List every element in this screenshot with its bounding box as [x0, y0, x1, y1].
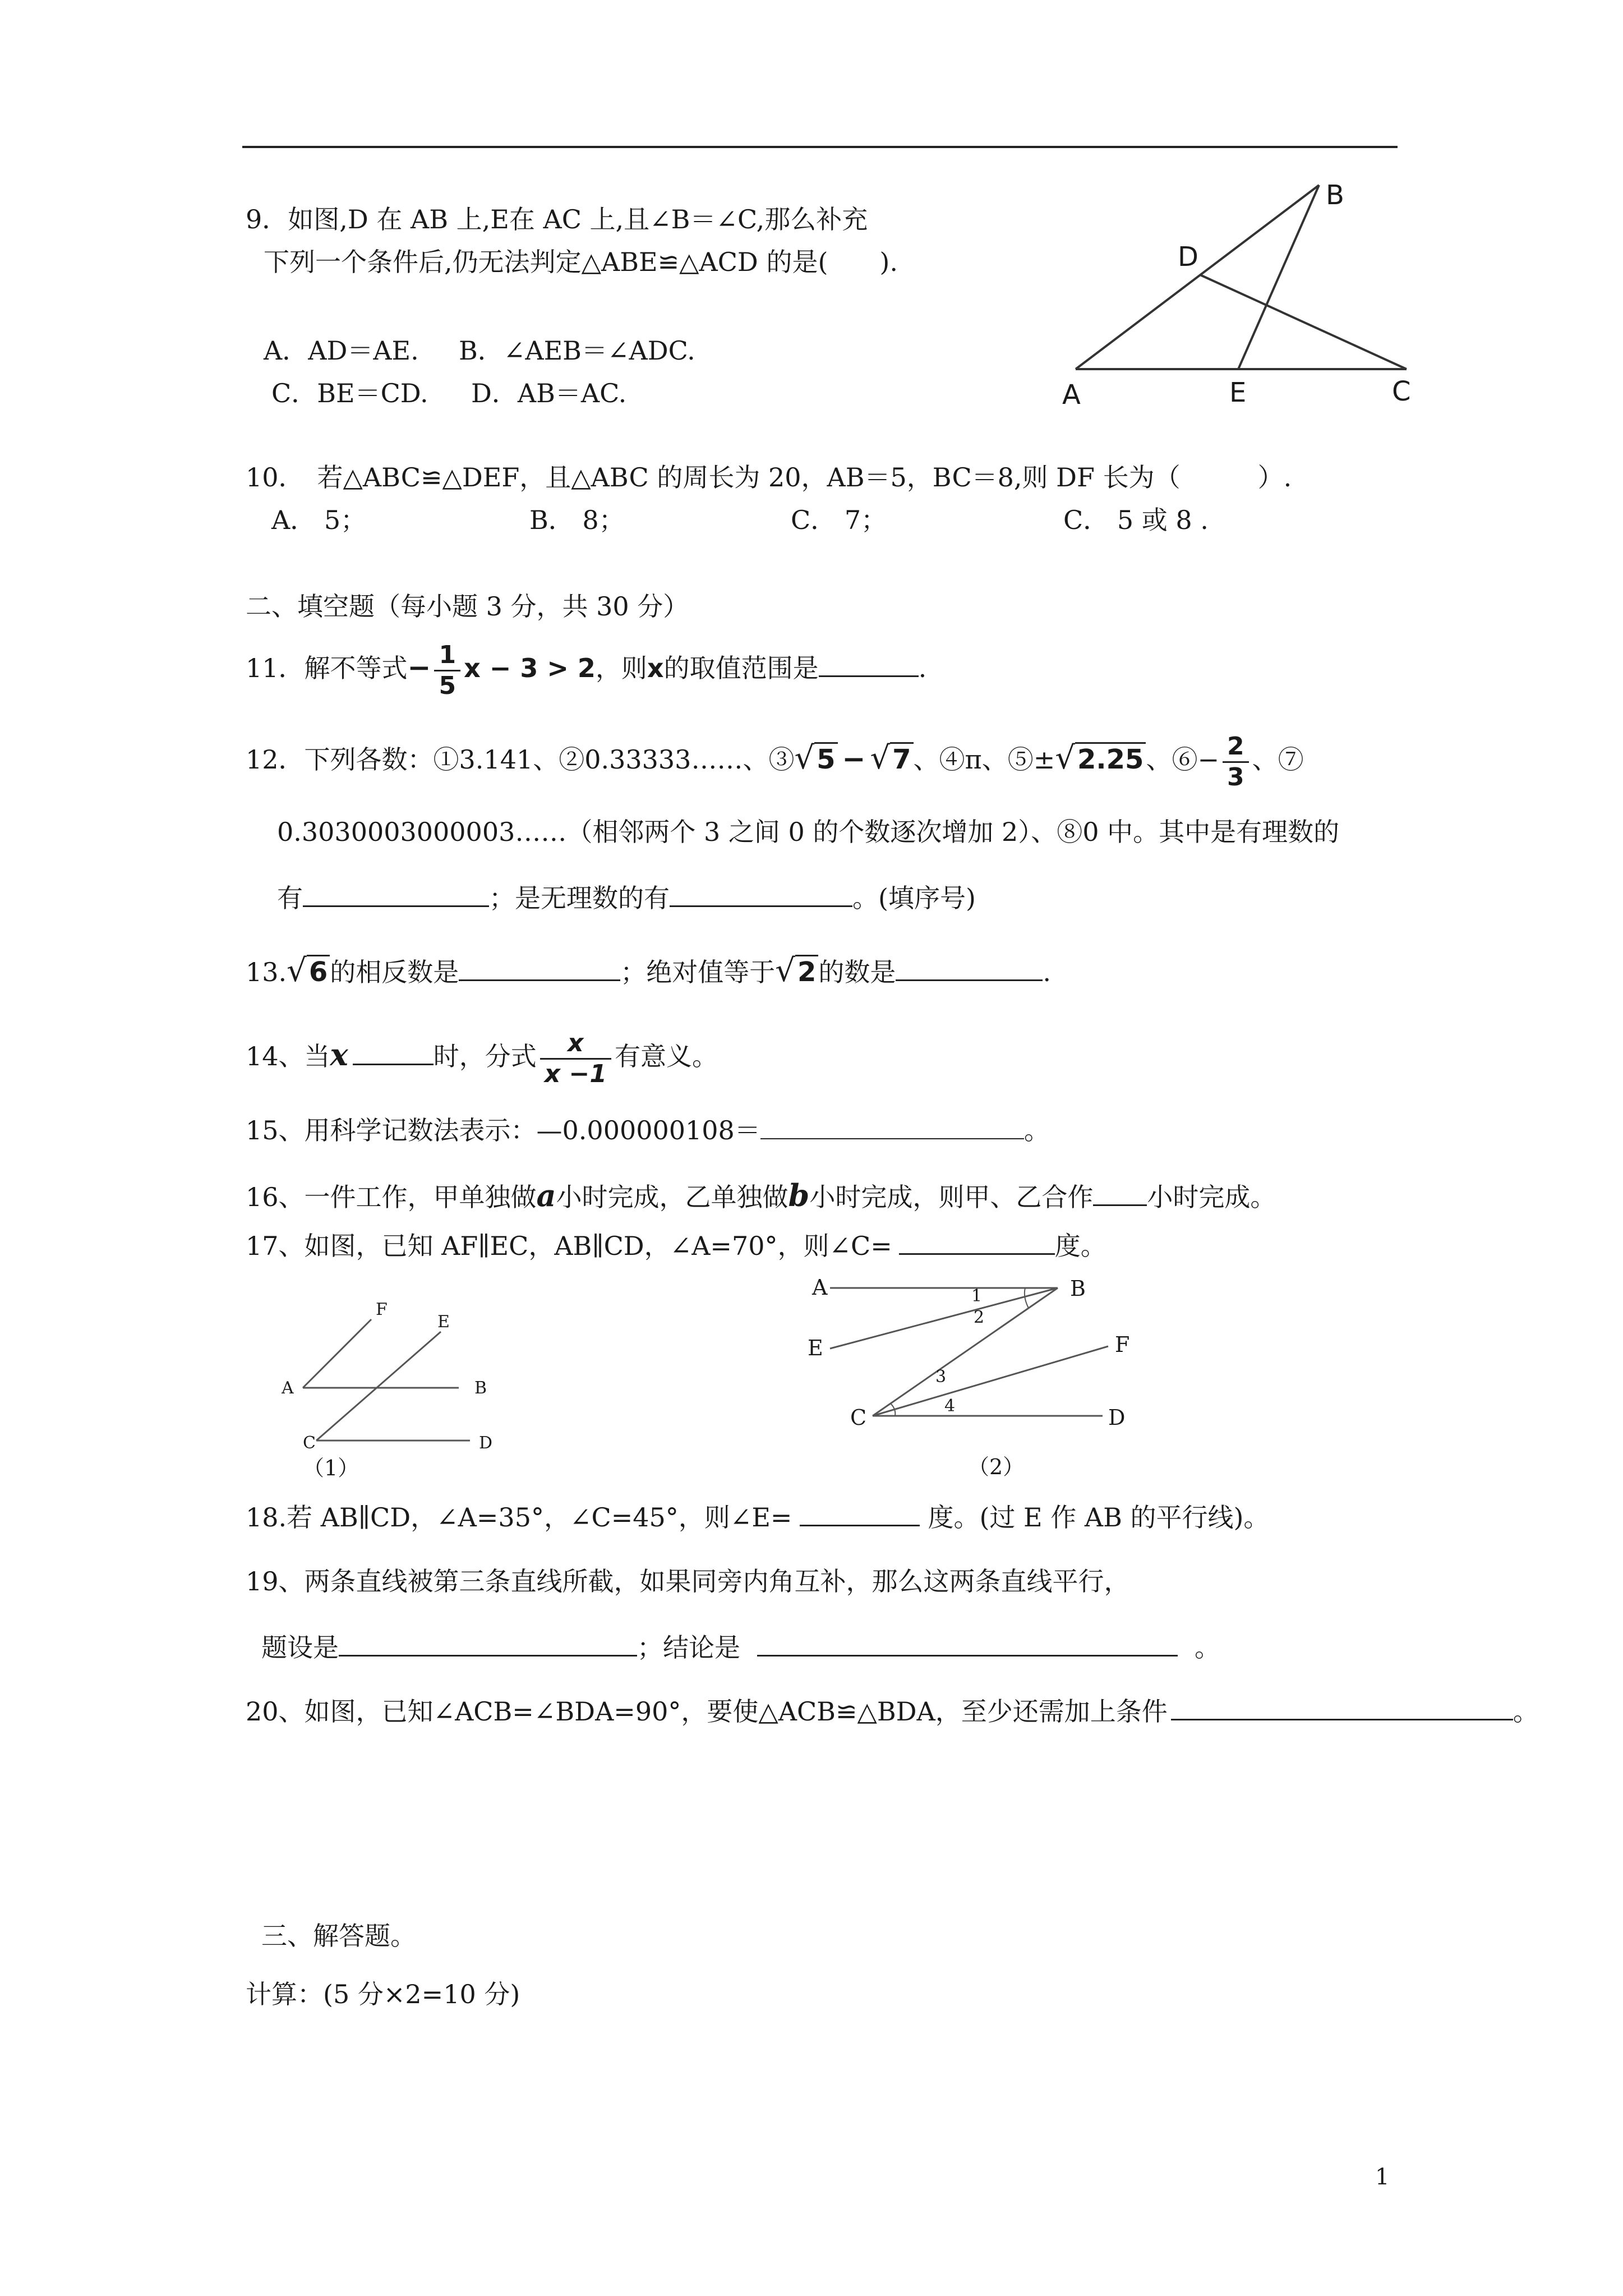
q13-sqrt6: √6 [287, 955, 330, 988]
fig1-line-ce [316, 1332, 441, 1441]
q15 [246, 1114, 1050, 1147]
q17 [246, 1230, 1106, 1262]
q12-text-3: 、⑥− [1146, 744, 1219, 775]
fig1-label-c: C [303, 1433, 316, 1453]
q12-text-rational: 有 [277, 883, 303, 913]
q14-fraction-num: x [540, 1029, 611, 1060]
q15-text: 15、用科学记数法表示：—0.000000108＝ [246, 1115, 760, 1145]
q12-line2: 0.3030003000003……（相邻两个 3 之间 0 的个数逐次增加 2）、⑧0 中。其中是有理数的 [277, 817, 1340, 847]
fig2-line-bc [873, 1288, 1058, 1416]
q11-answer-blank[interactable] [819, 653, 919, 677]
q20-text: 20、如图，已知∠ACB=∠BDA=90°，要使△ACB≌△BDA，至少还需加上条件 [246, 1696, 1168, 1727]
q13 [246, 955, 1051, 988]
q15-end: 。 [1023, 1115, 1050, 1145]
q16-text-4: 小时完成。 [1147, 1182, 1276, 1212]
q18-answer-blank[interactable] [800, 1502, 920, 1526]
q15-answer-blank[interactable] [760, 1116, 1024, 1139]
q14-fraction-den: x −1 [544, 1059, 607, 1088]
q12-sqrt7: √7 [870, 725, 913, 793]
q17-text-2: 度。 [1054, 1231, 1106, 1261]
q9-triangle-figure [1054, 168, 1424, 415]
q12-fraction-den: 3 [1227, 762, 1244, 792]
q12-text-4: 、⑦ [1252, 744, 1304, 775]
q13-text-4: 的数是 [818, 957, 896, 987]
q14-text-1: 14、当 [246, 1041, 330, 1071]
q12-sqrt5: √5 [794, 725, 837, 793]
q12-fraction [1223, 732, 1249, 792]
q9-line2: 下列一个条件后,仍无法判定△ABE≌△ACD 的是( ). [264, 247, 898, 277]
q14-fraction [540, 1029, 611, 1089]
calc-instruction: 计算：(5 分×2=10 分) [246, 1979, 520, 2009]
page-number: 1 [1375, 2164, 1390, 2190]
fig2-label-d: D [1108, 1405, 1126, 1430]
q17-answer-blank[interactable] [899, 1231, 1055, 1255]
q13-end: . [1043, 957, 1051, 987]
q12-fraction-num: 2 [1223, 732, 1249, 763]
q13-opposite-blank[interactable] [459, 957, 620, 981]
q16-text-1: 16、一件工作，甲单独做 [246, 1182, 537, 1212]
q14-text-2: 时，分式 [433, 1041, 537, 1071]
q19-text-hypothesis: 题设是 [261, 1632, 339, 1663]
fig1-label-b: B [474, 1378, 487, 1398]
q11-fraction [434, 641, 460, 701]
section-2-heading: 二、填空题（每小题 3 分，共 30 分） [246, 591, 689, 622]
q11 [246, 634, 926, 701]
q19-line2 [261, 1631, 1220, 1664]
segment-be [1238, 185, 1319, 369]
q13-sqrt2: √2 [775, 955, 818, 988]
q18-text-1: 18.若 AB∥CD，∠A=35°，∠C=45°，则∠E= [246, 1502, 792, 1533]
q16-text-3: 小时完成，则甲、乙合作 [809, 1182, 1094, 1212]
q9-line1: 9．如图,D 在 AB 上,E在 AC 上,且∠B＝∠C,那么补充 [246, 204, 868, 234]
header-rule [242, 146, 1398, 148]
fig2-line-cf [873, 1346, 1108, 1416]
q12-text-irrational: ；是无理数的有 [489, 883, 670, 913]
q12-text-end: 。(填序号) [852, 883, 976, 913]
q11-text-1: 11．解不等式 [246, 653, 408, 683]
q11-x: x [647, 653, 664, 683]
fig1-label-d: D [479, 1433, 493, 1453]
q19-end: 。 [1195, 1632, 1220, 1663]
section-3-heading: 三、解答题。 [261, 1921, 416, 1951]
q14-x: x [330, 1037, 348, 1073]
q10-option-c: C． 7； [791, 505, 887, 535]
q13-text-1: 13. [246, 957, 287, 987]
label-b: B [1326, 180, 1344, 211]
q14 [246, 1021, 718, 1088]
q10-option-d: C． 5 或 8 . [1063, 505, 1209, 535]
q12-line3 [277, 882, 976, 914]
q11-neg: − [407, 651, 431, 684]
q19-line1: 19、两条直线被第三条直线所截，如果同旁内角互补，那么这两条直线平行， [246, 1566, 1130, 1596]
q18 [246, 1501, 1269, 1534]
q13-absolute-blank[interactable] [896, 957, 1043, 981]
fig2-label-a: A [812, 1275, 828, 1300]
q11-text-2: ，则 [595, 653, 647, 683]
q12-irrational-blank[interactable] [670, 883, 852, 907]
q12-text-1: 12．下列各数：①3.141、②0.33333……、③ [246, 744, 795, 775]
q19-conclusion-blank[interactable] [757, 1632, 1178, 1657]
fig2-angle-arc-b [1025, 1288, 1029, 1308]
fig2-line-eb [830, 1288, 1058, 1349]
q20 [246, 1695, 1539, 1728]
q9-option-a: A．AD＝AE. [264, 335, 419, 366]
label-e: E [1229, 377, 1247, 408]
q9-option-d: D．AB＝AC. [471, 378, 627, 408]
fig2-caption: （2） [968, 1455, 1025, 1479]
fig1-label-f: F [376, 1300, 388, 1319]
q11-fraction-den: 5 [439, 671, 457, 700]
fig2-label-b: B [1070, 1276, 1086, 1301]
figure-2 [796, 1268, 1178, 1481]
fig2-angle-2: 2 [974, 1308, 985, 1327]
fig2-label-c: C [850, 1405, 867, 1430]
q17-text-1: 17、如图，已知 AF∥EC，AB∥CD，∠A=70°，则∠C= [246, 1231, 892, 1261]
q13-text-3: ；绝对值等于 [620, 957, 776, 987]
q16 [246, 1179, 1276, 1213]
q18-text-2: 度。(过 E 作 AB 的平行线)。 [928, 1502, 1270, 1533]
q9-option-b: B．∠AEB＝∠ADC. [459, 335, 695, 366]
q9-option-c: C．BE＝CD. [271, 378, 428, 408]
q16-text-2: 小时完成，乙单独做 [556, 1182, 789, 1212]
q10-option-b: B． 8； [529, 505, 625, 535]
q12-line1 [246, 725, 1304, 792]
q11-text-3: 的取值范围是 [663, 653, 819, 683]
q13-text-2: 的相反数是 [330, 957, 459, 987]
q14-text-3: 有意义。 [614, 1041, 718, 1071]
figure-1 [269, 1290, 527, 1481]
q16-answer-blank[interactable] [1093, 1182, 1147, 1206]
q12-sqrt225: √2.25 [1055, 725, 1146, 793]
q12-text-2: 、④π、⑤± [913, 744, 1055, 775]
q19-hypothesis-blank[interactable] [339, 1632, 637, 1657]
fig1-line-af [303, 1319, 371, 1388]
fig1-caption: （1） [303, 1456, 359, 1480]
q11-end: . [918, 653, 927, 683]
q12-rational-blank[interactable] [303, 883, 489, 907]
q10-option-a: A． 5； [271, 505, 367, 535]
label-a: A [1062, 379, 1081, 411]
fig2-angle-3: 3 [935, 1367, 947, 1387]
q19-text-conclusion: ；结论是 [637, 1632, 740, 1663]
q16-b: b [788, 1177, 810, 1213]
fig2-angle-4: 4 [944, 1396, 956, 1416]
segment-ab [1076, 185, 1319, 369]
q11-fraction-num: 1 [434, 641, 460, 671]
fig2-angle-1: 1 [971, 1286, 983, 1306]
fig1-label-a: A [282, 1378, 294, 1398]
fig1-label-e: E [437, 1312, 450, 1332]
q16-a: a [536, 1177, 556, 1213]
fig2-label-f: F [1115, 1332, 1130, 1357]
label-c: C [1392, 376, 1411, 407]
q11-expression: x − 3 > 2 [464, 653, 596, 683]
q12-minus: − [842, 743, 866, 775]
q10-stem: 10． 若△ABC≌△DEF，且△ABC 的周长为 20，AB＝5，BC＝8,则 DF 长为（ ）. [246, 462, 1292, 493]
q14-answer-blank[interactable] [353, 1041, 434, 1065]
label-d: D [1178, 241, 1198, 273]
q20-end: 。 [1513, 1696, 1539, 1727]
fig2-label-e: E [808, 1336, 823, 1360]
q20-answer-blank[interactable] [1171, 1696, 1513, 1720]
segment-dc [1200, 275, 1407, 369]
